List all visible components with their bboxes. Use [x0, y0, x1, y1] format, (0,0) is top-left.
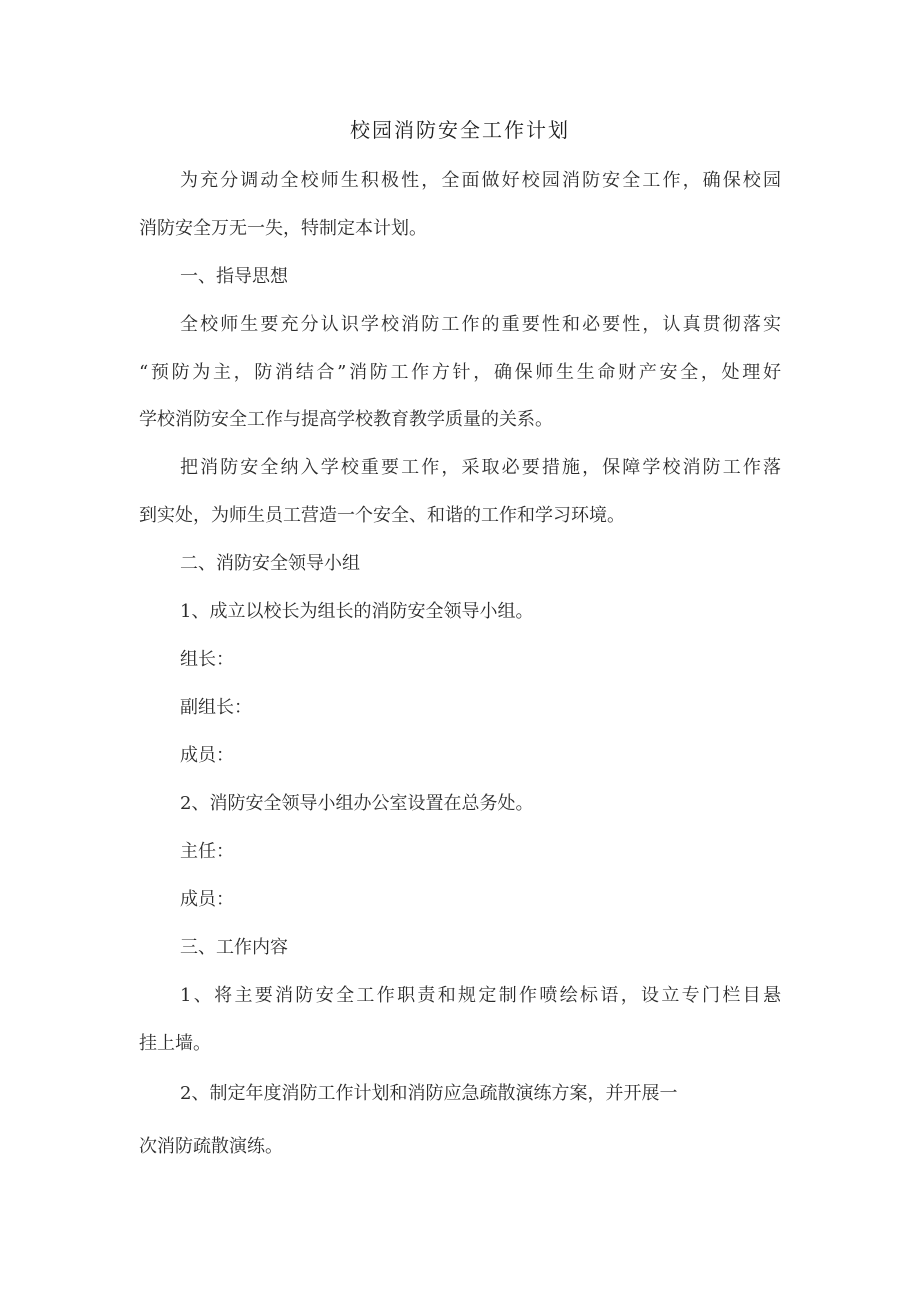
- list-item: 1、成立以校长为组长的消防安全领导小组。: [180, 601, 534, 622]
- section-heading: 二、消防安全领导小组: [180, 553, 360, 574]
- list-item: 2、消防安全领导小组办公室设置在总务处。: [180, 793, 534, 814]
- field-label: 成员：: [180, 889, 234, 910]
- field-label: 主任：: [180, 841, 234, 862]
- paragraph-line: 全校师生要充分认识学校消防工作的重要性和必要性，认真贯彻落实: [180, 314, 781, 335]
- paragraph-line: 挂上墙。: [139, 1033, 211, 1054]
- document-title: 校园消防安全工作计划: [350, 118, 570, 142]
- paragraph-line: “预防为主，防消结合”消防工作方针，确保师生生命财产安全，处理好: [139, 362, 781, 383]
- section-heading: 一、指导思想: [180, 266, 288, 287]
- paragraph-line: 到实处，为师生员工营造一个安全、和谐的工作和学习环境。: [139, 505, 625, 526]
- paragraph-line: 把消防安全纳入学校重要工作，采取必要措施，保障学校消防工作落: [180, 457, 781, 478]
- paragraph-line: 消防安全万无一失，特制定本计划。: [139, 218, 427, 239]
- paragraph-line: 次消防疏散演练。: [139, 1136, 283, 1157]
- paragraph-line: 学校消防安全工作与提高学校教育教学质量的关系。: [139, 409, 553, 430]
- field-label: 成员：: [180, 745, 234, 766]
- list-item: 1、将主要消防安全工作职责和规定制作喷绘标语，设立专门栏目悬: [180, 985, 781, 1006]
- list-item: 2、制定年度消防工作计划和消防应急疏散演练方案，并开展一: [180, 1083, 678, 1104]
- field-label: 组长：: [180, 649, 234, 670]
- field-label: 副组长：: [180, 697, 252, 718]
- section-heading: 三、工作内容: [180, 937, 288, 958]
- paragraph-line: 为充分调动全校师生积极性，全面做好校园消防安全工作，确保校园: [180, 170, 781, 191]
